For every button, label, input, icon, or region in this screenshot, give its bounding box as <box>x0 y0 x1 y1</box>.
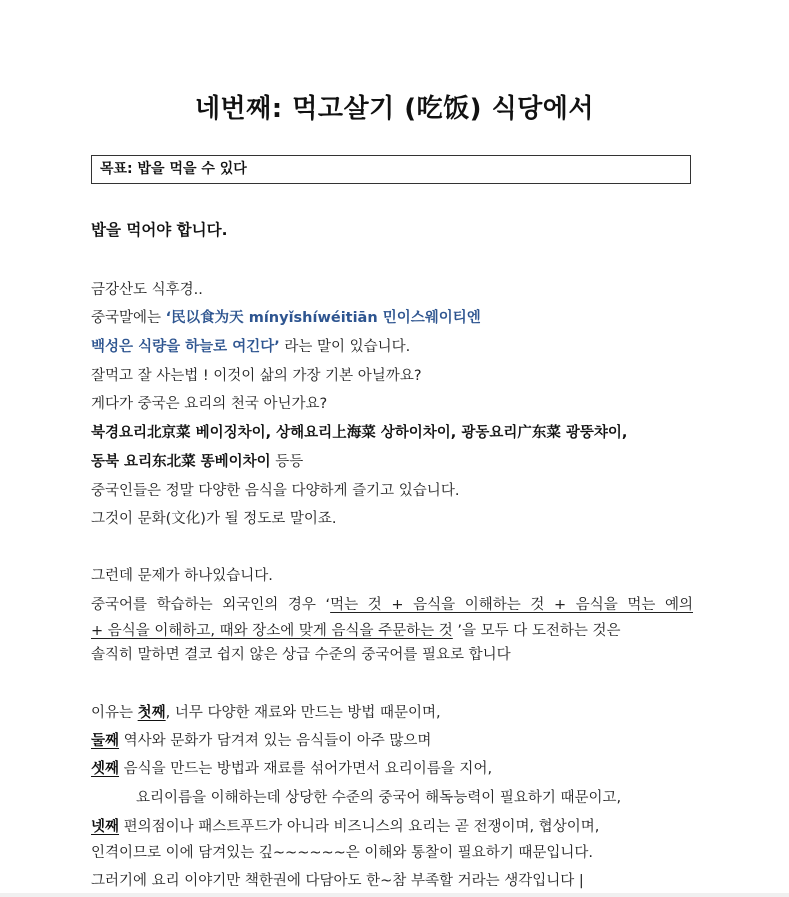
text-span: ’을 모두 다 도전하는 것은 <box>452 623 621 639</box>
text-span: 편의점이나 패스트푸드가 아니라 비즈니스의 요리는 곧 전쟁이며, 협상이며, <box>119 819 600 835</box>
text-line: 게다가 중국은 요리의 천국 아닌가요? <box>91 396 328 412</box>
text-line <box>91 306 481 327</box>
text-span: 음식을 만드는 방법과 재료를 섞어가면서 요리이름을 지어, <box>119 761 493 777</box>
text-line <box>91 815 599 836</box>
page-bottom-edge <box>0 893 789 897</box>
reason-marker: 둘째 <box>91 733 120 749</box>
proverb-chinese: ‘民以食为天 mínyǐshíwéitiān 민이스웨이티엔 <box>165 310 481 326</box>
text-line: 솔직히 말하면 결코 쉽지 않은 상급 수준의 중국어를 필요로 합니다 <box>91 647 511 663</box>
cuisine-item: 동북 요리东北菜 똥베이차이 <box>91 454 271 470</box>
text-line: 그러기에 요리 이야기만 책한권에 다담아도 한~참 부족할 거라는 생각입니다 | <box>91 873 584 889</box>
text-line <box>91 335 410 356</box>
text-line: 잘먹고 잘 사는법 ! 이것이 삶의 가장 기본 아닐까요? <box>91 368 422 384</box>
reason-marker: 첫째 <box>137 705 166 721</box>
underlined-text: 먹는 것 + 음식을 이해하는 것 + 음식을 먹는 예의 <box>330 597 693 613</box>
text-line <box>91 757 492 778</box>
text-line: 중국인들은 정말 다양한 음식을 다양하게 즐기고 있습니다. <box>91 483 460 499</box>
text-span: 등등 <box>270 454 304 470</box>
underlined-text: + 음식을 이해하고, 때와 장소에 맞게 음식을 주문하는 것 <box>91 623 453 639</box>
cuisine-list-line: 북경요리北京菜 베이징차이, 상해요리上海菜 상하이차이, 광동요리广东菜 광뚱챠이, <box>91 425 628 441</box>
text-line <box>91 593 693 614</box>
goal-box: 목표: 밥을 먹을 수 있다 <box>91 155 691 184</box>
text-line: 금강산도 식후경.. <box>91 282 203 298</box>
proverb-meaning: 백성은 식량을 하늘로 여긴다’ <box>91 339 280 355</box>
text-line: 요리이름을 이해하는데 상당한 수준의 중국어 해독능력이 필요하기 때문이고, <box>136 790 622 806</box>
text-line: 인격이므로 이에 담겨있는 깊~~~~~~은 이해와 통찰이 필요하기 때문입니다. <box>91 845 593 861</box>
text-span: 역사와 문화가 담겨져 있는 음식들이 아주 많으며 <box>119 733 432 749</box>
text-line <box>91 450 303 471</box>
text-span: , 너무 다양한 재료와 만드는 방법 때문이며, <box>165 705 441 721</box>
text-line <box>91 619 621 640</box>
text-line <box>91 729 431 750</box>
text-span: 중국어를 학습하는 외국인의 경우 ‘ <box>91 597 331 613</box>
reason-marker: 넷째 <box>91 819 120 835</box>
text-line: 그것이 문화(文化)가 될 정도로 말이죠. <box>91 511 337 527</box>
section-heading: 밥을 먹어야 합니다. <box>91 221 228 239</box>
text-span: 중국말에는 <box>91 310 166 326</box>
text-line <box>91 701 441 722</box>
text-line: 그런데 문제가 하나있습니다. <box>91 568 273 584</box>
reason-marker: 셋째 <box>91 761 120 777</box>
text-span: 라는 말이 있습니다. <box>279 339 411 355</box>
text-span: 이유는 <box>91 705 138 721</box>
page-title: 네번째: 먹고살기 (吃饭) 식당에서 <box>194 94 595 124</box>
